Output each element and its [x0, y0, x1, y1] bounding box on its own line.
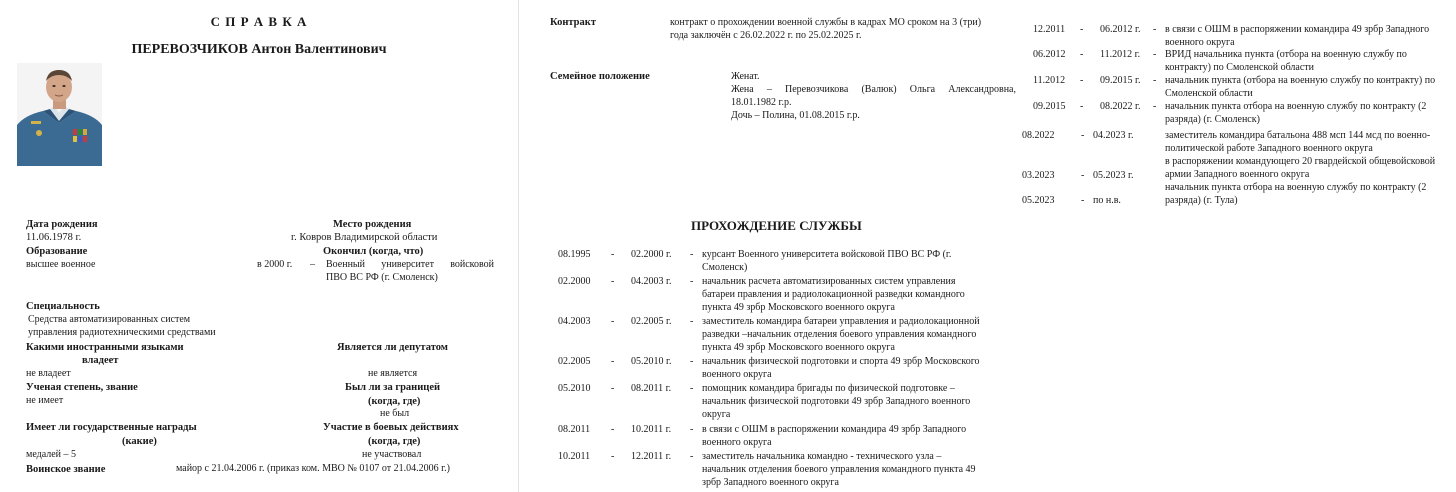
- service-description-line: военного округа: [1165, 36, 1235, 48]
- service-sep: -: [611, 356, 615, 367]
- family-line4: Дочь – Полина, 01.08.2015 г.р.: [731, 110, 860, 121]
- service-description-line: батареи правления и радиолокационной разведки командного: [702, 289, 965, 301]
- graduated-dash: –: [310, 259, 315, 270]
- service-description-line: в связи с ОШМ в распоряжении командира 49 зрбр Западного: [702, 424, 967, 435]
- deputy: не является: [368, 368, 418, 379]
- service-sep: -: [1081, 195, 1085, 206]
- service-from: 08.1995: [558, 249, 591, 260]
- service-sep: -: [611, 276, 615, 287]
- family-label: Семейное положение: [550, 71, 650, 82]
- service-from: 05.2010: [558, 383, 591, 394]
- service-from: 12.2011: [1033, 24, 1066, 35]
- service-from: 09.2015: [1033, 101, 1066, 112]
- service-description-line: начальник пункта отбора на военную службу по контракту (2: [1165, 101, 1427, 112]
- service-description-line: разряда) (г. Тула): [1165, 194, 1238, 206]
- service-description-line: заместитель командира батальона 488 мсп 144 мсд по военно-: [1165, 130, 1431, 141]
- service-to: 08.2022 г.: [1100, 101, 1141, 112]
- person-name: ПЕРЕВОЗЧИКОВ Антон Валентинович: [131, 42, 387, 57]
- service-sep: -: [1080, 49, 1084, 60]
- service-description-line: заместитель командира батареи управления и радиолокационной: [702, 316, 980, 327]
- languages: не владеет: [26, 368, 71, 379]
- service-description-line: начальник физической подготовки 49 зрбр Западного военного: [702, 396, 971, 408]
- service-description-line: Смоленской области: [1165, 87, 1253, 99]
- service-description-line: военного округа: [702, 437, 772, 449]
- service-sep: -: [1081, 170, 1085, 181]
- service-to: 05.2023 г.: [1093, 170, 1134, 181]
- service-from: 06.2012: [1033, 49, 1066, 60]
- service-from: 02.2005: [558, 356, 591, 367]
- graduated-school-line1: Военный университет войсковой: [326, 259, 494, 270]
- service-description-line: Смоленск): [702, 262, 748, 274]
- contract-line2: года заключён с 26.02.2022 г. по 25.02.2025 г.: [670, 30, 862, 41]
- service-description-line: разведки –начальник отделения боевого управления командного: [702, 329, 977, 341]
- service-description-line: разряда) (г. Смоленск): [1165, 113, 1260, 125]
- awards: медалей – 5: [26, 449, 77, 460]
- service-from: 08.2022: [1022, 130, 1055, 141]
- service-from: 02.2000: [558, 276, 591, 287]
- service-description-line: начальник пункта (отбора на военную службу по контракту) по: [1165, 75, 1436, 86]
- service-to: по н.в.: [1093, 195, 1121, 206]
- service-description-line: помощник командира бригады по физической подготовке –: [702, 383, 955, 394]
- service-title: ПРОХОЖДЕНИЕ СЛУЖБЫ: [691, 218, 862, 233]
- service-to: 04.2003 г.: [631, 276, 672, 287]
- service-description-line: начальник пункта отбора на военную службу по контракту (2: [1165, 182, 1427, 193]
- service-from: 10.2011: [558, 451, 591, 462]
- contract-line1: контракт о прохождении военной службы в кадрах МО сроком на 3 (три): [670, 17, 982, 28]
- awards-label: Имеет ли государственные награды: [26, 422, 197, 433]
- service-to: 09.2015 г.: [1100, 75, 1141, 86]
- combat-label: Участие в боевых действиях: [323, 422, 459, 433]
- degree-label: Ученая степень, звание: [26, 382, 138, 393]
- service-dash: -: [1153, 75, 1157, 86]
- service-from: 08.2011: [558, 424, 591, 435]
- service-description-line: заместитель начальника командно - технического узла –: [702, 451, 942, 462]
- service-sep: -: [611, 424, 615, 435]
- birth-place-label: Место рождения: [333, 219, 412, 230]
- service-description-line: армии Западного военного округа: [1165, 168, 1310, 180]
- combat: не участвовал: [362, 449, 422, 460]
- service-dash: -: [1153, 101, 1157, 112]
- service-dash: -: [1153, 24, 1157, 35]
- service-description-line: округа: [702, 409, 731, 421]
- service-from: 04.2003: [558, 316, 591, 327]
- family-line1: Женат.: [731, 71, 760, 82]
- graduated-year: в 2000 г.: [257, 259, 293, 270]
- service-dash: -: [690, 356, 694, 367]
- rank-label: Воинское звание: [26, 464, 106, 475]
- service-sep: -: [1080, 24, 1084, 35]
- service-to: 12.2011 г.: [631, 451, 672, 462]
- graduated-school-line2: ПВО ВС РФ (г. Смоленск): [326, 272, 438, 283]
- service-to: 04.2023 г.: [1093, 130, 1134, 141]
- service-dash: -: [690, 316, 694, 327]
- service-description-line: контракту) по Смоленской области: [1165, 61, 1314, 73]
- rank: майор с 21.04.2006 г. (приказ ком. МВО № 0107 от 21.04.2006 г.): [176, 463, 450, 474]
- specialty-line1: Средства автоматизированных систем: [28, 314, 191, 325]
- service-description-line: политической работе Западного военного округа: [1165, 142, 1373, 154]
- service-to: 08.2011 г.: [631, 383, 672, 394]
- service-description-line: в связи с ОШМ в распоряжении командира 49 зрбр Западного: [1165, 24, 1430, 35]
- family-line3: 18.01.1982 г.р.: [731, 97, 792, 108]
- service-to: 10.2011 г.: [631, 424, 672, 435]
- combat-label-2: (когда, где): [368, 436, 421, 447]
- service-sep: -: [1081, 130, 1085, 141]
- graduated-label: Окончил (когда, что): [323, 246, 424, 257]
- awards-label-2: (какие): [122, 436, 157, 447]
- service-dash: -: [690, 249, 694, 260]
- page-divider: [518, 0, 519, 492]
- service-sep: -: [1080, 75, 1084, 86]
- service-to: 05.2010 г.: [631, 356, 672, 367]
- service-to: 02.2000 г.: [631, 249, 672, 260]
- contract-label: Контракт: [550, 17, 596, 28]
- service-from: 05.2023: [1022, 195, 1055, 206]
- abroad-label-2: (когда, где): [368, 396, 421, 407]
- specialty-line2: управления радиотехническими средствами: [28, 327, 216, 338]
- service-sep: -: [1080, 101, 1084, 112]
- education-label: Образование: [26, 246, 88, 257]
- service-dash: -: [690, 424, 694, 435]
- service-description-line: зрбр Западного военного округа: [702, 477, 839, 489]
- abroad-label: Был ли за границей: [345, 382, 441, 393]
- abroad: не был: [380, 408, 410, 419]
- service-from: 03.2023: [1022, 170, 1055, 181]
- birth-date-label: Дата рождения: [26, 219, 98, 230]
- service-description-line: начальник расчета автоматизированных систем управления: [702, 276, 956, 287]
- service-from: 11.2012: [1033, 75, 1066, 86]
- birth-date: 11.06.1978 г.: [26, 232, 82, 243]
- birth-place: г. Ковров Владимирской области: [291, 232, 438, 243]
- family-line2: Жена – Перевозчикова (Валюк) Ольга Александровна,: [731, 84, 1016, 95]
- service-dash: -: [690, 383, 694, 394]
- service-dash: -: [690, 451, 694, 462]
- service-description-line: курсант Военного университета войсковой ПВО ВС РФ (г.: [702, 249, 952, 260]
- service-description-line: в распоряжении командующего 20 гвардейской общевойсковой: [1165, 156, 1436, 167]
- service-description-line: начальник отделения боевого управления командного пункта 49: [702, 464, 976, 476]
- service-dash: -: [1153, 49, 1157, 60]
- deputy-label: Является ли депутатом: [337, 342, 448, 353]
- service-description-line: пункта 49 зрбр Московского военного округа: [702, 342, 895, 354]
- service-description-line: военного округа: [702, 369, 772, 381]
- service-sep: -: [611, 451, 615, 462]
- service-description-line: пункта 49 зрбр Московского военного округа: [702, 302, 895, 314]
- portrait-image: [17, 63, 102, 166]
- service-description-line: ВРИД начальника пункта (отбора на военную службу по: [1165, 49, 1407, 60]
- service-sep: -: [611, 383, 615, 394]
- service-description-line: начальник физической подготовки и спорта 49 зрбр Московского: [702, 356, 980, 367]
- service-to: 06.2012 г.: [1100, 24, 1141, 35]
- service-dash: -: [690, 276, 694, 287]
- service-sep: -: [611, 316, 615, 327]
- doc-title: С П Р А В К А: [210, 14, 308, 29]
- languages-label-2: владеет: [82, 355, 119, 366]
- person-photo: [17, 63, 102, 166]
- service-sep: -: [611, 249, 615, 260]
- degree: не имеет: [26, 395, 64, 406]
- languages-label: Какими иностранными языками: [26, 342, 184, 353]
- education: высшее военное: [26, 259, 96, 270]
- service-to: 02.2005 г.: [631, 316, 672, 327]
- service-to: 11.2012 г.: [1100, 49, 1141, 60]
- specialty-label: Специальность: [26, 301, 100, 312]
